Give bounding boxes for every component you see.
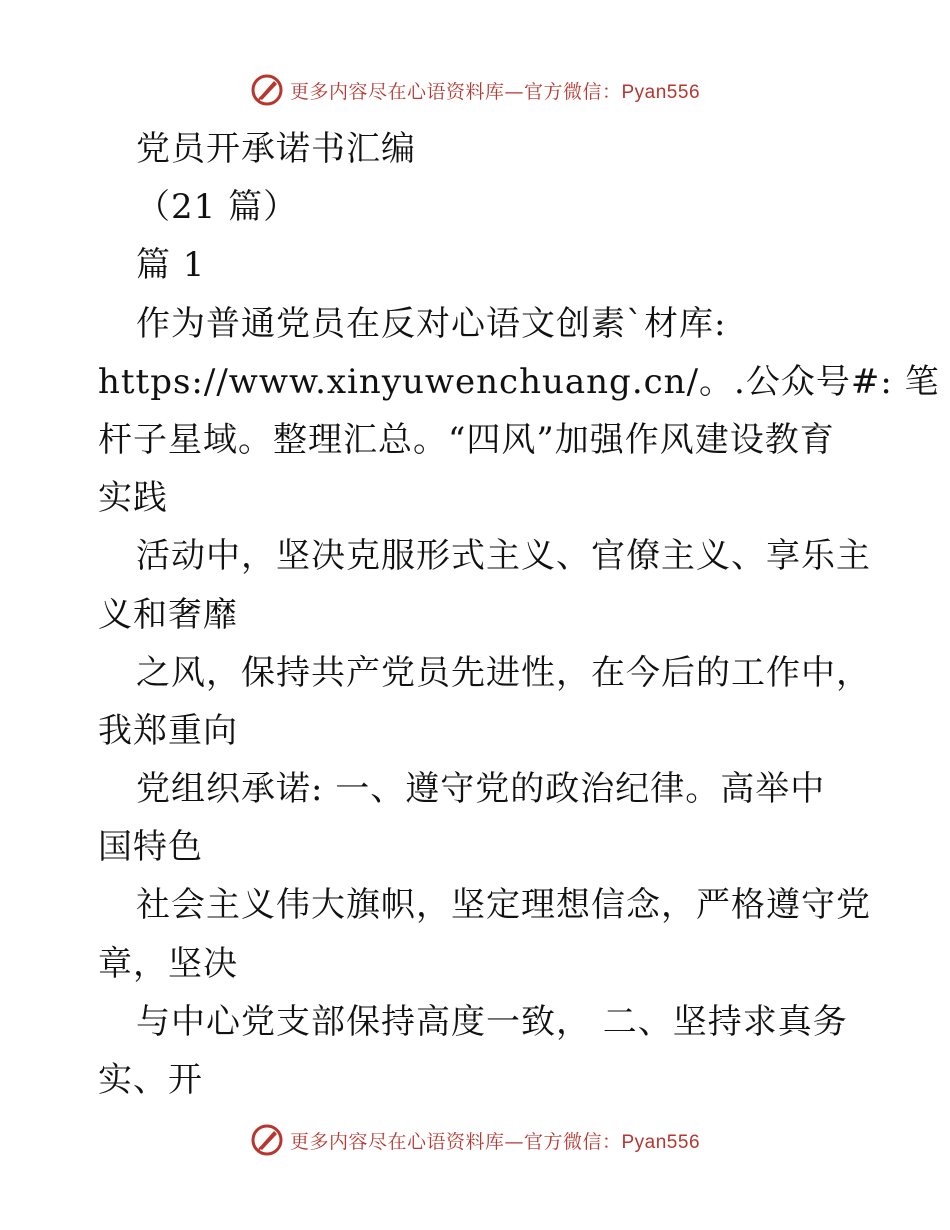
header-banner — [0, 70, 950, 110]
body-line: 实、开 — [98, 1060, 203, 1100]
body-line: 实践 — [98, 478, 168, 519]
banner-text: 更多内容尽在心语资料库—官方微信：Pyan556 — [289, 80, 701, 103]
body-line: 国特色 — [98, 827, 203, 868]
body-line: 与中心党支部保持高度一致， 二、坚持求真务 — [136, 1001, 848, 1042]
body-line: 之风，保持共产党员先进性，在今后的工作中， — [136, 652, 871, 693]
quill-pen-circle-icon — [250, 73, 284, 107]
document-body — [98, 120, 940, 1109]
body-line: 作为普通党员在反对心语文创素`材库: — [136, 303, 727, 344]
footer-banner — [0, 1120, 950, 1160]
body-line: 党组织承诺: 一、遵守党的政治纪律。高举中 — [136, 769, 826, 810]
quill-pen-circle-icon — [250, 1123, 284, 1157]
body-line: 活动中，坚决克服形式主义、官僚主义、享乐主 — [136, 536, 871, 577]
document-title: 党员开承诺书汇编 — [136, 129, 416, 169]
body-line: 章，坚决 — [98, 943, 238, 984]
section-heading: 篇 1 — [136, 245, 206, 286]
wechat-id: Pyan556 — [621, 1131, 701, 1153]
article-count: （21 篇） — [136, 187, 299, 228]
body-line: 杆子星域。整理汇总。“四风”加强作风建设教育 — [98, 419, 835, 460]
body-line: 社会主义伟大旗帜，坚定理想信念，严格遵守党 — [136, 885, 871, 926]
wechat-id: Pyan556 — [621, 81, 701, 103]
body-line: 我郑重向 — [98, 710, 238, 751]
body-line: https://www.xinyuwenchuang.cn/。.公众号#: 笔 — [98, 361, 940, 402]
body-line: 义和奢靡 — [98, 594, 238, 635]
banner-text: 更多内容尽在心语资料库—官方微信：Pyan556 — [289, 1130, 701, 1153]
